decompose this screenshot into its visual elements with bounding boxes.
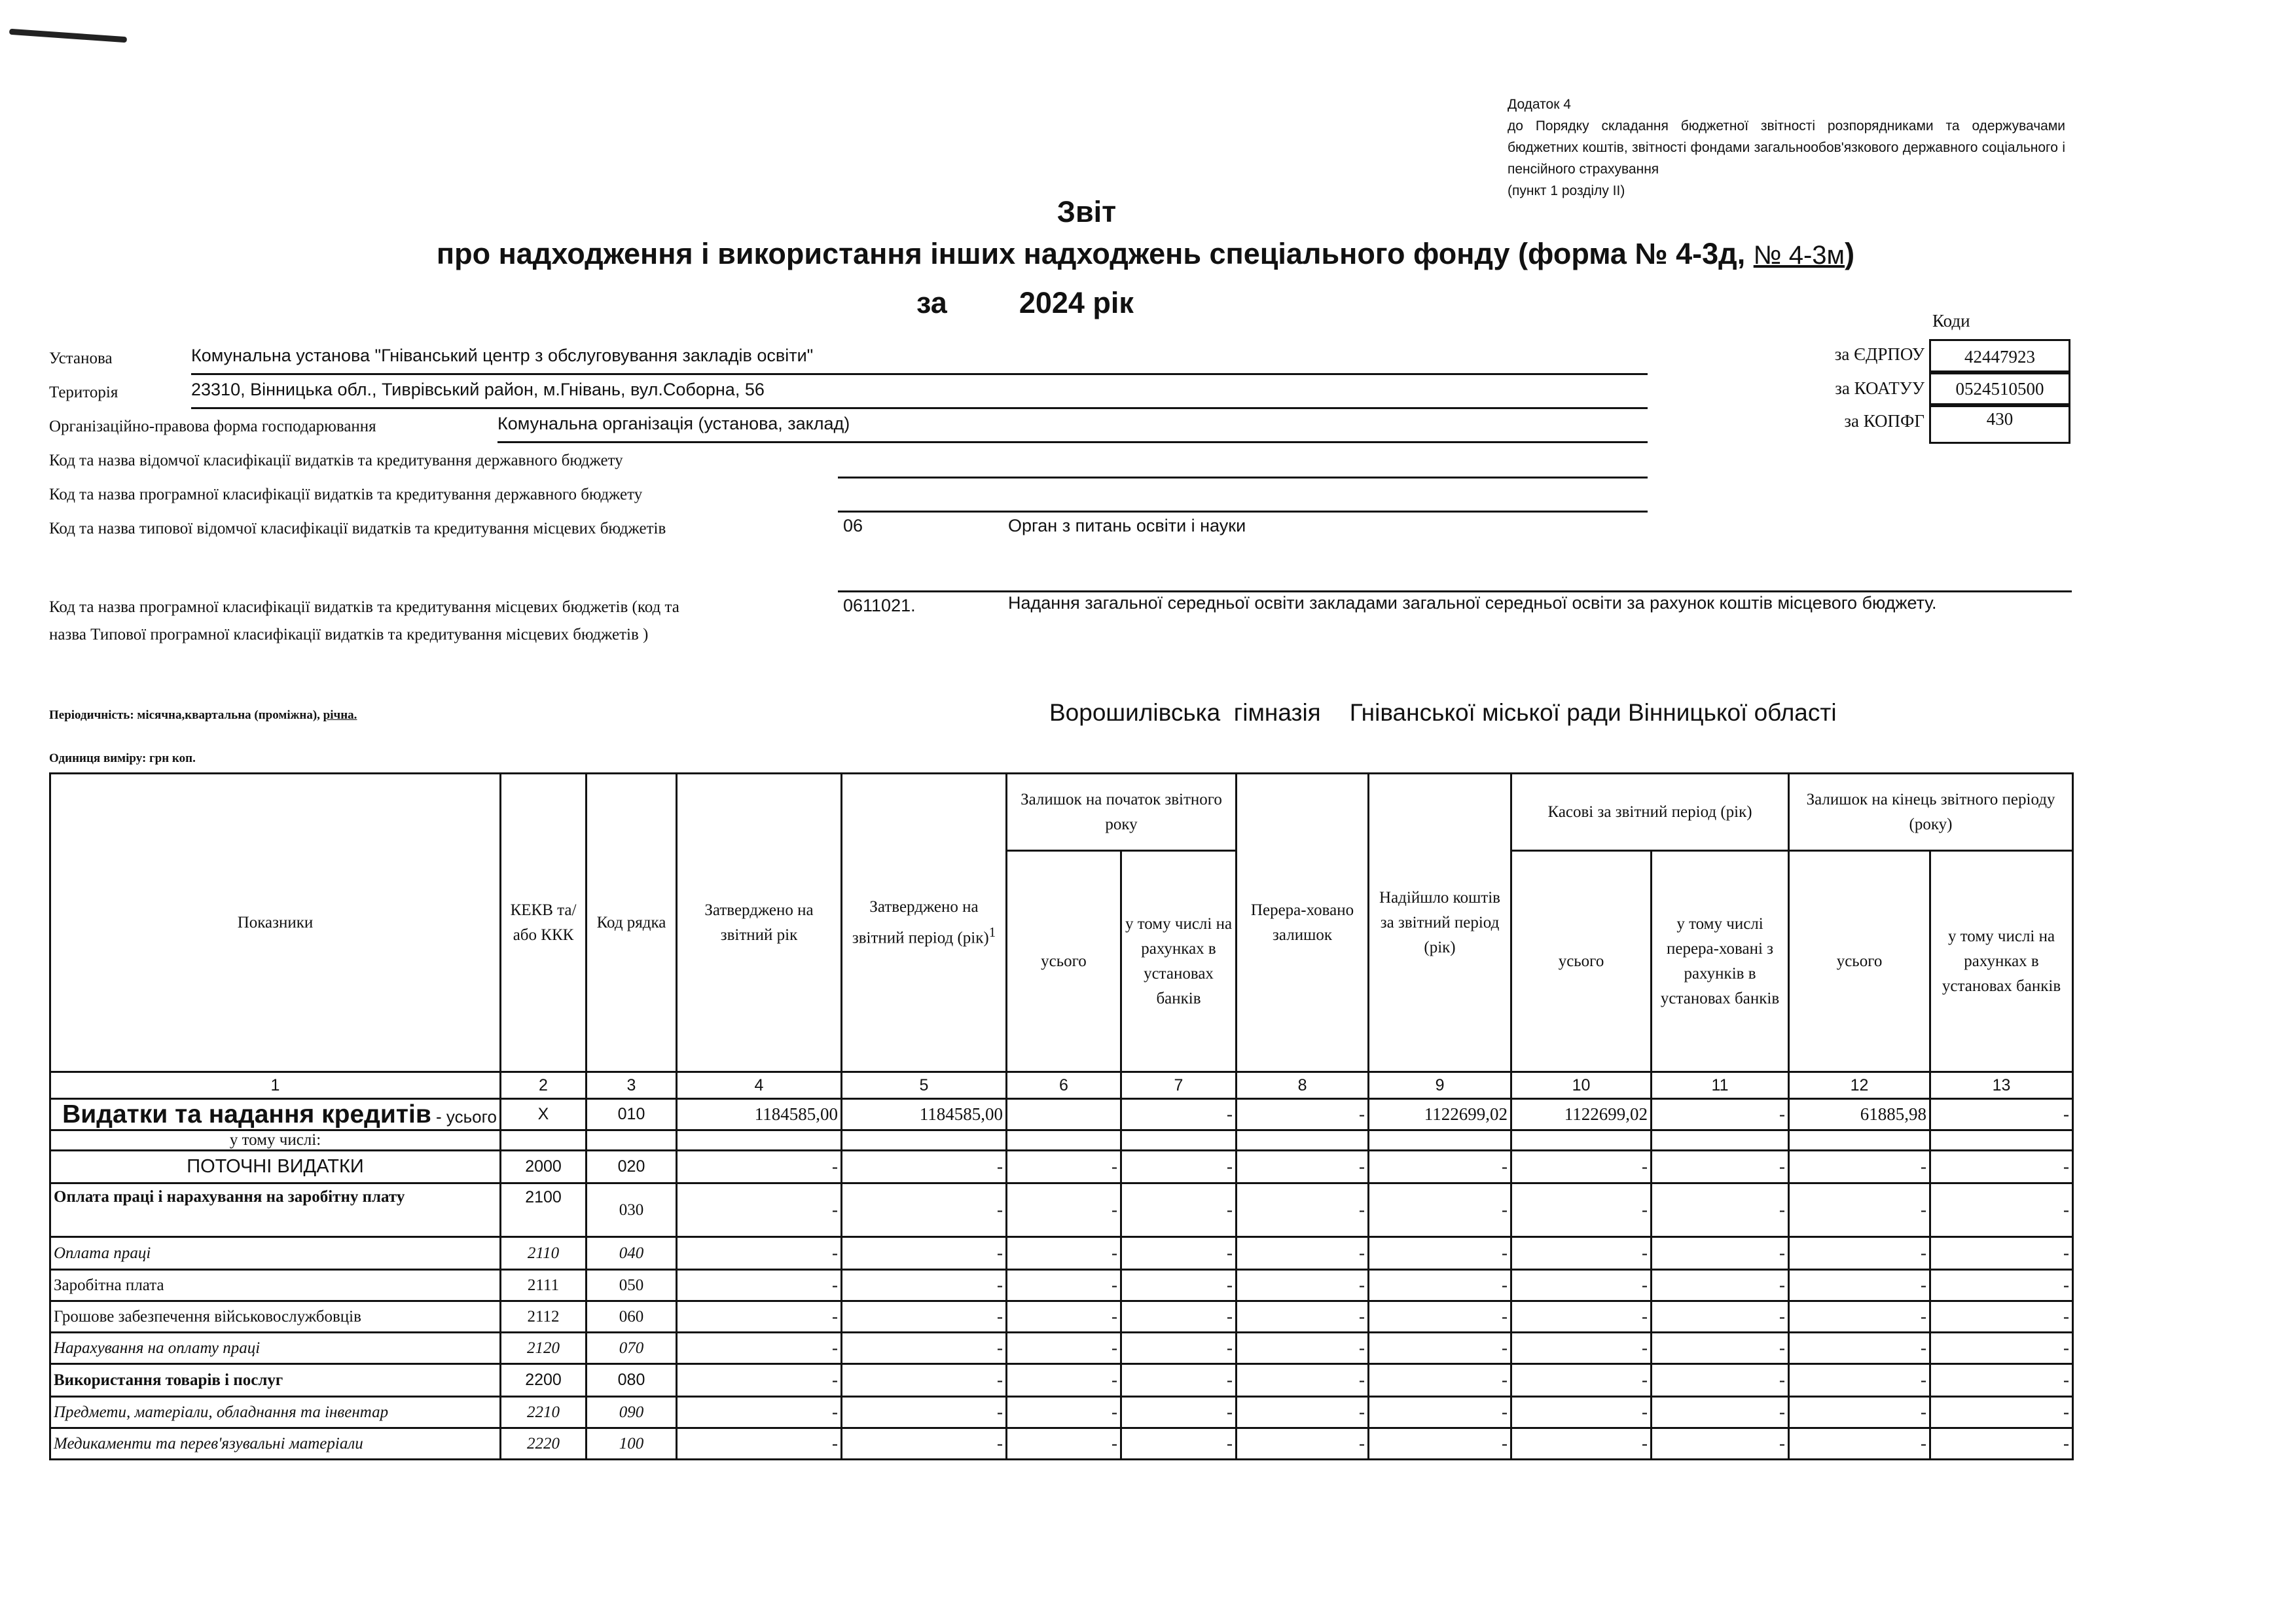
appendix-line-1: Додаток 4 — [1508, 97, 1571, 112]
row-010-c13: - — [1930, 1099, 2073, 1130]
row-040-c11: - — [1652, 1237, 1789, 1270]
start-total-header: усього — [1007, 851, 1121, 1072]
table-header-row-1 — [50, 774, 2073, 851]
col-num-6: 6 — [1007, 1072, 1121, 1099]
appendix-line-3: (пункт 1 розділу ІІ) — [1508, 183, 1625, 198]
col-num-12: 12 — [1789, 1072, 1930, 1099]
row-060-c13: - — [1930, 1301, 2073, 1333]
row-060-c11: - — [1652, 1301, 1789, 1333]
col-num-1: 1 — [50, 1072, 501, 1099]
row-070-c5: - — [842, 1333, 1007, 1364]
table-row — [50, 1397, 2073, 1428]
local-prog-topline — [838, 590, 2072, 592]
row-030-c12: - — [1789, 1183, 1930, 1237]
institution-value: Комунальна установа "Гніванський центр з обслуговування закладів освіти" — [191, 346, 814, 365]
col-num-5: 5 — [842, 1072, 1007, 1099]
row-incl-c12 — [1789, 1130, 1930, 1151]
row-040-c8: - — [1237, 1237, 1369, 1270]
row-040-c10: - — [1511, 1237, 1652, 1270]
row-080-c9: - — [1369, 1364, 1511, 1397]
row-100-c7: - — [1121, 1428, 1237, 1460]
row-080-c5: - — [842, 1364, 1007, 1397]
col-num-13: 13 — [1930, 1072, 2073, 1099]
row-050-c6: - — [1007, 1270, 1121, 1301]
report-period — [916, 286, 1309, 320]
periodicity-options: Періодичність: місячна,квартальна (проміжна), — [49, 708, 323, 722]
row-050-c13: - — [1930, 1270, 2073, 1301]
org-form-label: Організаційно-правова форма господарювання — [49, 418, 376, 435]
report-table — [49, 772, 2074, 1460]
row-030-c9: - — [1369, 1183, 1511, 1237]
col-approved-year-header: Затверджено на звітний рік — [677, 774, 842, 1072]
subtitle-part-a: про надходження і використання інших надходжень спеціального фонду (форма № 4-3д, — [436, 237, 1754, 270]
end-banks-header: у тому числі на рахунках в установах банків — [1930, 851, 2073, 1072]
row-010-title: Видатки та надання кредитів — [62, 1100, 431, 1128]
kopfg-label: за КОПФГ — [1844, 411, 1925, 431]
row-050-c7: - — [1121, 1270, 1237, 1301]
typical-dept-label: Код та назва типової відомчої класифікації видатків та кредитування місцевих бюджетів — [49, 520, 666, 537]
row-090-c6: - — [1007, 1397, 1121, 1428]
row-incl-c4 — [677, 1130, 842, 1151]
row-070-name: Нарахування на оплату праці — [50, 1333, 501, 1364]
row-080-code: 080 — [587, 1364, 677, 1397]
periodicity — [49, 708, 357, 723]
col-kekv-header: КЕКВ та/або ККК — [501, 774, 587, 1072]
row-020-c9: - — [1369, 1151, 1511, 1183]
subtitle-part-c: ) — [1845, 237, 1855, 270]
territory-value: 23310, Вінницька обл., Тиврівський район, м.Гнівань, вул.Соборна, 56 — [191, 380, 765, 399]
row-020-c5: - — [842, 1151, 1007, 1183]
row-030-c13: - — [1930, 1183, 2073, 1237]
col-num-7: 7 — [1121, 1072, 1237, 1099]
local-prog-name: Надання загальної середньої освіти закладами загальної середньої освіти за рахунок коштів місцевого бюджету. — [1008, 593, 1937, 613]
row-070-kekv: 2120 — [501, 1333, 587, 1364]
appendix-note — [1508, 94, 2065, 202]
row-090-c10: - — [1511, 1397, 1652, 1428]
row-100-c6: - — [1007, 1428, 1121, 1460]
row-020-c8: - — [1237, 1151, 1369, 1183]
row-030-c10: - — [1511, 1183, 1652, 1237]
row-090-c12: - — [1789, 1397, 1930, 1428]
row-100-c4: - — [677, 1428, 842, 1460]
row-070-c10: - — [1511, 1333, 1652, 1364]
col-approved-period-header — [842, 774, 1007, 1072]
row-incl-c13 — [1930, 1130, 2073, 1151]
row-070-c12: - — [1789, 1333, 1930, 1364]
row-100-c11: - — [1652, 1428, 1789, 1460]
col-num-11: 11 — [1652, 1072, 1789, 1099]
row-090-c8: - — [1237, 1397, 1369, 1428]
row-010-code: 010 — [587, 1099, 677, 1130]
approved-period-text: Затверджено на звітний період (рік) — [852, 897, 989, 947]
row-090-c5: - — [842, 1397, 1007, 1428]
cash-transferred-header: у тому числі перера-ховані з рахунків в установах банків — [1652, 851, 1789, 1072]
row-030-c4: - — [677, 1183, 842, 1237]
row-050-c8: - — [1237, 1270, 1369, 1301]
territory-label: Територія — [49, 384, 118, 401]
row-050-c4: - — [677, 1270, 842, 1301]
koatuu-label: за КОАТУУ — [1835, 378, 1925, 398]
table-row — [50, 1237, 2073, 1270]
row-100-code: 100 — [587, 1428, 677, 1460]
row-050-kekv: 2111 — [501, 1270, 587, 1301]
prog-code-label: Код та назва програмної класифікації видатків та кредитування державного бюджету — [49, 486, 643, 503]
row-010-kekv: X — [501, 1099, 587, 1130]
row-010-c7: - — [1121, 1099, 1237, 1130]
row-050-c11: - — [1652, 1270, 1789, 1301]
table-row — [50, 1270, 2073, 1301]
col-start-balance-header: Залишок на початок звітного року — [1007, 774, 1237, 851]
periodicity-selected: річна. — [323, 708, 357, 722]
institution-label: Установа — [49, 350, 113, 367]
col-row-code-header: Код рядка — [587, 774, 677, 1072]
row-050-c9: - — [1369, 1270, 1511, 1301]
edrpou-label: за ЄДРПОУ — [1834, 344, 1925, 364]
row-090-c9: - — [1369, 1397, 1511, 1428]
col-transferred-header: Перера-ховано залишок — [1237, 774, 1369, 1072]
school-name-part-a: Ворошилівська гімназія — [1049, 699, 1321, 726]
row-100-c8: - — [1237, 1428, 1369, 1460]
row-070-c11: - — [1652, 1333, 1789, 1364]
row-incl-kekv — [501, 1130, 587, 1151]
table-row — [50, 1428, 2073, 1460]
row-040-c13: - — [1930, 1237, 2073, 1270]
row-070-c6: - — [1007, 1333, 1121, 1364]
row-010-c12: 61885,98 — [1789, 1099, 1930, 1130]
period-prefix: за — [916, 286, 947, 319]
row-050-c10: - — [1511, 1270, 1652, 1301]
row-020-code: 020 — [587, 1151, 677, 1183]
row-incl-c10 — [1511, 1130, 1652, 1151]
row-080-c12: - — [1789, 1364, 1930, 1397]
row-060-name: Грошове забезпечення військовослужбовців — [50, 1301, 501, 1333]
row-060-c12: - — [1789, 1301, 1930, 1333]
row-070-code: 070 — [587, 1333, 677, 1364]
row-020-c11: - — [1652, 1151, 1789, 1183]
local-prog-label-2: назва Типової програмної класифікації видатків та кредитування місцевих бюджетів ) — [49, 626, 649, 643]
row-040-c6: - — [1007, 1237, 1121, 1270]
row-incl-name: у тому числі: — [50, 1130, 501, 1151]
report-subtitle — [196, 237, 2095, 271]
row-090-kekv: 2210 — [501, 1397, 587, 1428]
row-060-kekv: 2112 — [501, 1301, 587, 1333]
subtitle-form-number: № 4-3м — [1753, 241, 1845, 270]
row-040-kekv: 2110 — [501, 1237, 587, 1270]
row-040-name: Оплата праці — [50, 1237, 501, 1270]
table-row — [50, 1183, 2073, 1237]
row-080-kekv: 2200 — [501, 1364, 587, 1397]
row-incl-code — [587, 1130, 677, 1151]
row-040-c5: - — [842, 1237, 1007, 1270]
typical-dept-name: Орган з питань освіти і науки — [1008, 516, 1246, 535]
row-030-kekv: 2100 — [501, 1183, 587, 1237]
prog-code-underline — [838, 511, 1648, 513]
row-060-c9: - — [1369, 1301, 1511, 1333]
row-030-code: 030 — [587, 1183, 677, 1237]
row-050-code: 050 — [587, 1270, 677, 1301]
column-numbers-row — [50, 1072, 2073, 1099]
row-090-c4: - — [677, 1397, 842, 1428]
school-name — [1049, 699, 1837, 727]
row-080-c13: - — [1930, 1364, 2073, 1397]
row-070-c8: - — [1237, 1333, 1369, 1364]
row-060-c7: - — [1121, 1301, 1237, 1333]
row-040-code: 040 — [587, 1237, 677, 1270]
row-040-c12: - — [1789, 1237, 1930, 1270]
row-100-c12: - — [1789, 1428, 1930, 1460]
territory-underline — [191, 407, 1648, 409]
row-100-kekv: 2220 — [501, 1428, 587, 1460]
row-050-name: Заробітна плата — [50, 1270, 501, 1301]
col-num-10: 10 — [1511, 1072, 1652, 1099]
local-prog-code: 0611021. — [843, 596, 916, 615]
row-040-c7: - — [1121, 1237, 1237, 1270]
row-020-c12: - — [1789, 1151, 1930, 1183]
typical-dept-code: 06 — [843, 516, 863, 535]
col-num-4: 4 — [677, 1072, 842, 1099]
col-received-header: Надійшло коштів за звітний період (рік) — [1369, 774, 1511, 1072]
row-010-c11: - — [1652, 1099, 1789, 1130]
row-070-c4: - — [677, 1333, 842, 1364]
col-num-2: 2 — [501, 1072, 587, 1099]
kopfg-code: 430 — [1929, 403, 2070, 444]
edrpou-code: 42447923 — [1929, 339, 2070, 374]
row-080-c7: - — [1121, 1364, 1237, 1397]
col-num-8: 8 — [1237, 1072, 1369, 1099]
codes-header: Коди — [1932, 311, 1970, 331]
institution-underline — [191, 373, 1648, 375]
row-030-c6: - — [1007, 1183, 1121, 1237]
row-020-c6: - — [1007, 1151, 1121, 1183]
row-incl-c11 — [1652, 1130, 1789, 1151]
row-030-c8: - — [1237, 1183, 1369, 1237]
row-080-c10: - — [1511, 1364, 1652, 1397]
row-040-c9: - — [1369, 1237, 1511, 1270]
row-100-c5: - — [842, 1428, 1007, 1460]
row-060-c5: - — [842, 1301, 1007, 1333]
row-100-c13: - — [1930, 1428, 2073, 1460]
row-090-c7: - — [1121, 1397, 1237, 1428]
row-060-c8: - — [1237, 1301, 1369, 1333]
period-value: 2024 рік — [1019, 286, 1134, 319]
row-010-c5: 1184585,00 — [842, 1099, 1007, 1130]
row-070-c7: - — [1121, 1333, 1237, 1364]
row-080-name: Використання товарів і послуг — [50, 1364, 501, 1397]
row-020-kekv: 2000 — [501, 1151, 587, 1183]
row-070-c9: - — [1369, 1333, 1511, 1364]
col-indicators-header: Показники — [50, 774, 501, 1072]
table-row — [50, 1099, 2073, 1130]
cash-total-header: усього — [1511, 851, 1652, 1072]
dept-code-underline — [838, 477, 1648, 478]
col-end-balance-header: Залишок на кінець звітного періоду (року) — [1789, 774, 2073, 851]
col-num-3: 3 — [587, 1072, 677, 1099]
row-100-name: Медикаменти та перев'язувальні матеріали — [50, 1428, 501, 1460]
row-030-name: Оплата праці і нарахування на заробітну плату — [50, 1183, 501, 1237]
row-incl-c9 — [1369, 1130, 1511, 1151]
row-010-c10: 1122699,02 — [1511, 1099, 1652, 1130]
row-incl-c5 — [842, 1130, 1007, 1151]
row-030-c11: - — [1652, 1183, 1789, 1237]
table-row — [50, 1151, 2073, 1183]
row-020-c13: - — [1930, 1151, 2073, 1183]
row-020-name: ПОТОЧНІ ВИДАТКИ — [50, 1151, 501, 1183]
report-title: Звіт — [1057, 195, 1117, 228]
row-020-c10: - — [1511, 1151, 1652, 1183]
row-080-c11: - — [1652, 1364, 1789, 1397]
col-cash-header: Касові за звітний період (рік) — [1511, 774, 1789, 851]
table-row — [50, 1130, 2073, 1151]
local-prog-label-1: Код та назва програмної класифікації видатків та кредитування місцевих бюджетів (код та — [49, 598, 679, 616]
row-010-c6 — [1007, 1099, 1121, 1130]
row-060-code: 060 — [587, 1301, 677, 1333]
col-num-9: 9 — [1369, 1072, 1511, 1099]
row-090-c11: - — [1652, 1397, 1789, 1428]
row-incl-c8 — [1237, 1130, 1369, 1151]
row-090-c13: - — [1930, 1397, 2073, 1428]
row-030-c5: - — [842, 1183, 1007, 1237]
org-form-value: Комунальна організація (установа, заклад) — [497, 414, 850, 433]
row-040-c4: - — [677, 1237, 842, 1270]
row-100-c9: - — [1369, 1428, 1511, 1460]
table-row — [50, 1333, 2073, 1364]
row-080-c6: - — [1007, 1364, 1121, 1397]
row-090-code: 090 — [587, 1397, 677, 1428]
row-030-c7: - — [1121, 1183, 1237, 1237]
row-080-c4: - — [677, 1364, 842, 1397]
row-060-c10: - — [1511, 1301, 1652, 1333]
end-total-header: усього — [1789, 851, 1930, 1072]
row-100-c10: - — [1511, 1428, 1652, 1460]
approved-period-footnote: 1 — [988, 924, 996, 940]
unit-of-measure: Одиниця виміру: грн коп. — [49, 751, 196, 765]
koatuu-code: 0524510500 — [1929, 370, 2070, 407]
row-010-c9: 1122699,02 — [1369, 1099, 1511, 1130]
row-010-c4: 1184585,00 — [677, 1099, 842, 1130]
row-010-name — [50, 1099, 501, 1130]
row-020-c7: - — [1121, 1151, 1237, 1183]
row-050-c12: - — [1789, 1270, 1930, 1301]
row-incl-c6 — [1007, 1130, 1121, 1151]
table-row — [50, 1364, 2073, 1397]
row-incl-c7 — [1121, 1130, 1237, 1151]
row-090-name: Предмети, матеріали, обладнання та інвентар — [50, 1397, 501, 1428]
scan-artifact-mark — [9, 29, 127, 43]
row-080-c8: - — [1237, 1364, 1369, 1397]
row-020-c4: - — [677, 1151, 842, 1183]
row-010-suffix: - усього — [431, 1106, 497, 1127]
org-form-underline — [497, 441, 1648, 443]
appendix-line-2: до Порядку складання бюджетної звітності розпорядниками та одержувачами бюджетних коштів, звітності фондами загальнообов'язкового державного соціального і пенсійного страхування — [1508, 118, 2065, 177]
school-name-part-b: Гніванської міської ради Вінницької області — [1349, 699, 1837, 726]
row-060-c6: - — [1007, 1301, 1121, 1333]
start-banks-header: у тому числі на рахунках в установах банків — [1121, 851, 1237, 1072]
row-010-c8: - — [1237, 1099, 1369, 1130]
table-row — [50, 1301, 2073, 1333]
row-060-c4: - — [677, 1301, 842, 1333]
row-050-c5: - — [842, 1270, 1007, 1301]
row-070-c13: - — [1930, 1333, 2073, 1364]
dept-code-label: Код та назва відомчої класифікації видатків та кредитування державного бюджету — [49, 452, 623, 469]
